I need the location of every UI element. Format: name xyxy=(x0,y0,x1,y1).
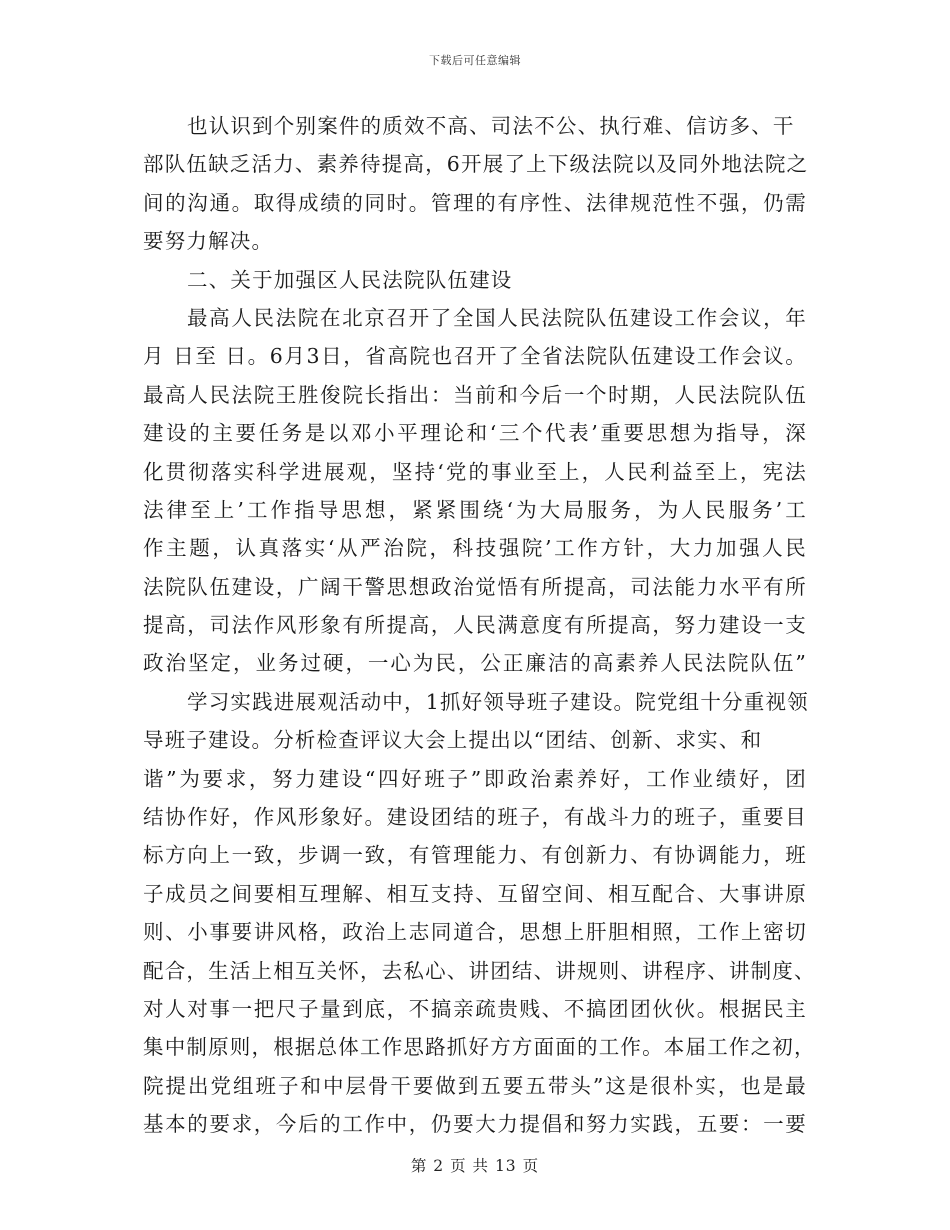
text-line: 作主题，认真落实‘从严治院，科技强院’工作方针，大力加强人民 xyxy=(143,536,807,561)
text-line: 子成员之间要相互理解、相互支持、互留空间、相互配合、大事讲原 xyxy=(143,881,807,906)
text-line: 化贯彻落实科学进展观，坚持‘党的事业至上，人民利益至上，宪法 xyxy=(143,459,807,484)
text-line: 法院队伍建设，广阔干警思想政治觉悟有所提高，司法能力水平有所 xyxy=(143,574,807,599)
text-line: 也认识到个别案件的质效不高、司法不公、执行难、信访多、干 xyxy=(187,114,795,138)
text-line: 结协作好，作风形象好。建设团结的班子，有战斗力的班子，重要目 xyxy=(143,805,807,830)
page-number: 第 2 页 共 13 页 xyxy=(410,1157,540,1175)
text-line: 集中制原则，根据总体工作思路抓好方方面面的工作。本届工作之初， xyxy=(143,1035,816,1060)
text-line: 月 日至 日。6月3日，省高院也召开了全省法院队伍建设工作会议。 xyxy=(143,344,807,369)
page-header-note: 下载后可任意编辑 xyxy=(429,54,521,67)
text-line: 谐”为要求，努力建设“四好班子”即政治素养好，工作业绩好，团 xyxy=(143,766,807,791)
text-line: 要努力解决。 xyxy=(143,229,274,254)
text-line: 间的沟通。取得成绩的同时。管理的有序性、法律规范性不强，仍需 xyxy=(143,190,807,215)
text-line: 基本的要求，今后的工作中，仍要大力提倡和努力实践，五要：一要 xyxy=(143,1112,807,1137)
text-line: 法律至上’工作指导思想，紧紧围绕‘为大局服务，为人民服务’工 xyxy=(143,497,807,522)
text-line: 标方向上一致，步调一致，有管理能力、有创新力、有协调能力，班 xyxy=(143,843,807,868)
text-line: 导班子建设。分析检查评议大会上提出以“团结、创新、求实、和 xyxy=(143,728,763,753)
document-body xyxy=(143,107,816,1144)
text-line: 则、小事要讲风格，政治上志同道合，思想上肝胆相照，工作上密切 xyxy=(143,920,807,945)
text-line: 对人对事一把尺子量到底，不搞亲疏贵贱、不搞团团伙伙。根据民主 xyxy=(143,996,807,1021)
section-heading: 二、关于加强区人民法院队伍建设 xyxy=(187,267,513,292)
text-line: 提高，司法作风形象有所提高，人民满意度有所提高，努力建设一支 xyxy=(143,613,807,638)
text-line: 建设的主要任务是以邓小平理论和‘三个代表’重要思想为指导，深 xyxy=(143,421,807,446)
text-line: 部队伍缺乏活力、素养待提高，6开展了上下级法院以及同外地法院之 xyxy=(143,152,809,177)
text-line: 院提出党组班子和中层骨干要做到五要五带头”这是很朴实，也是最 xyxy=(143,1073,807,1098)
text-line: 政治坚定，业务过硬，一心为民，公正廉洁的高素养人民法院队伍” xyxy=(143,651,807,676)
text-line: 配合，生活上相互关怀，去私心、讲团结、讲规则、讲程序、讲制度、 xyxy=(143,958,816,983)
text-line: 最高人民法院在北京召开了全国人民法院队伍建设工作会议，年 xyxy=(187,305,807,330)
text-line: 学习实践进展观活动中，1抓好领导班子建设。院党组十分重视领 xyxy=(187,689,809,714)
text-line: 最高人民法院王胜俊院长指出：当前和今后一个时期，人民法院队伍 xyxy=(143,382,807,407)
